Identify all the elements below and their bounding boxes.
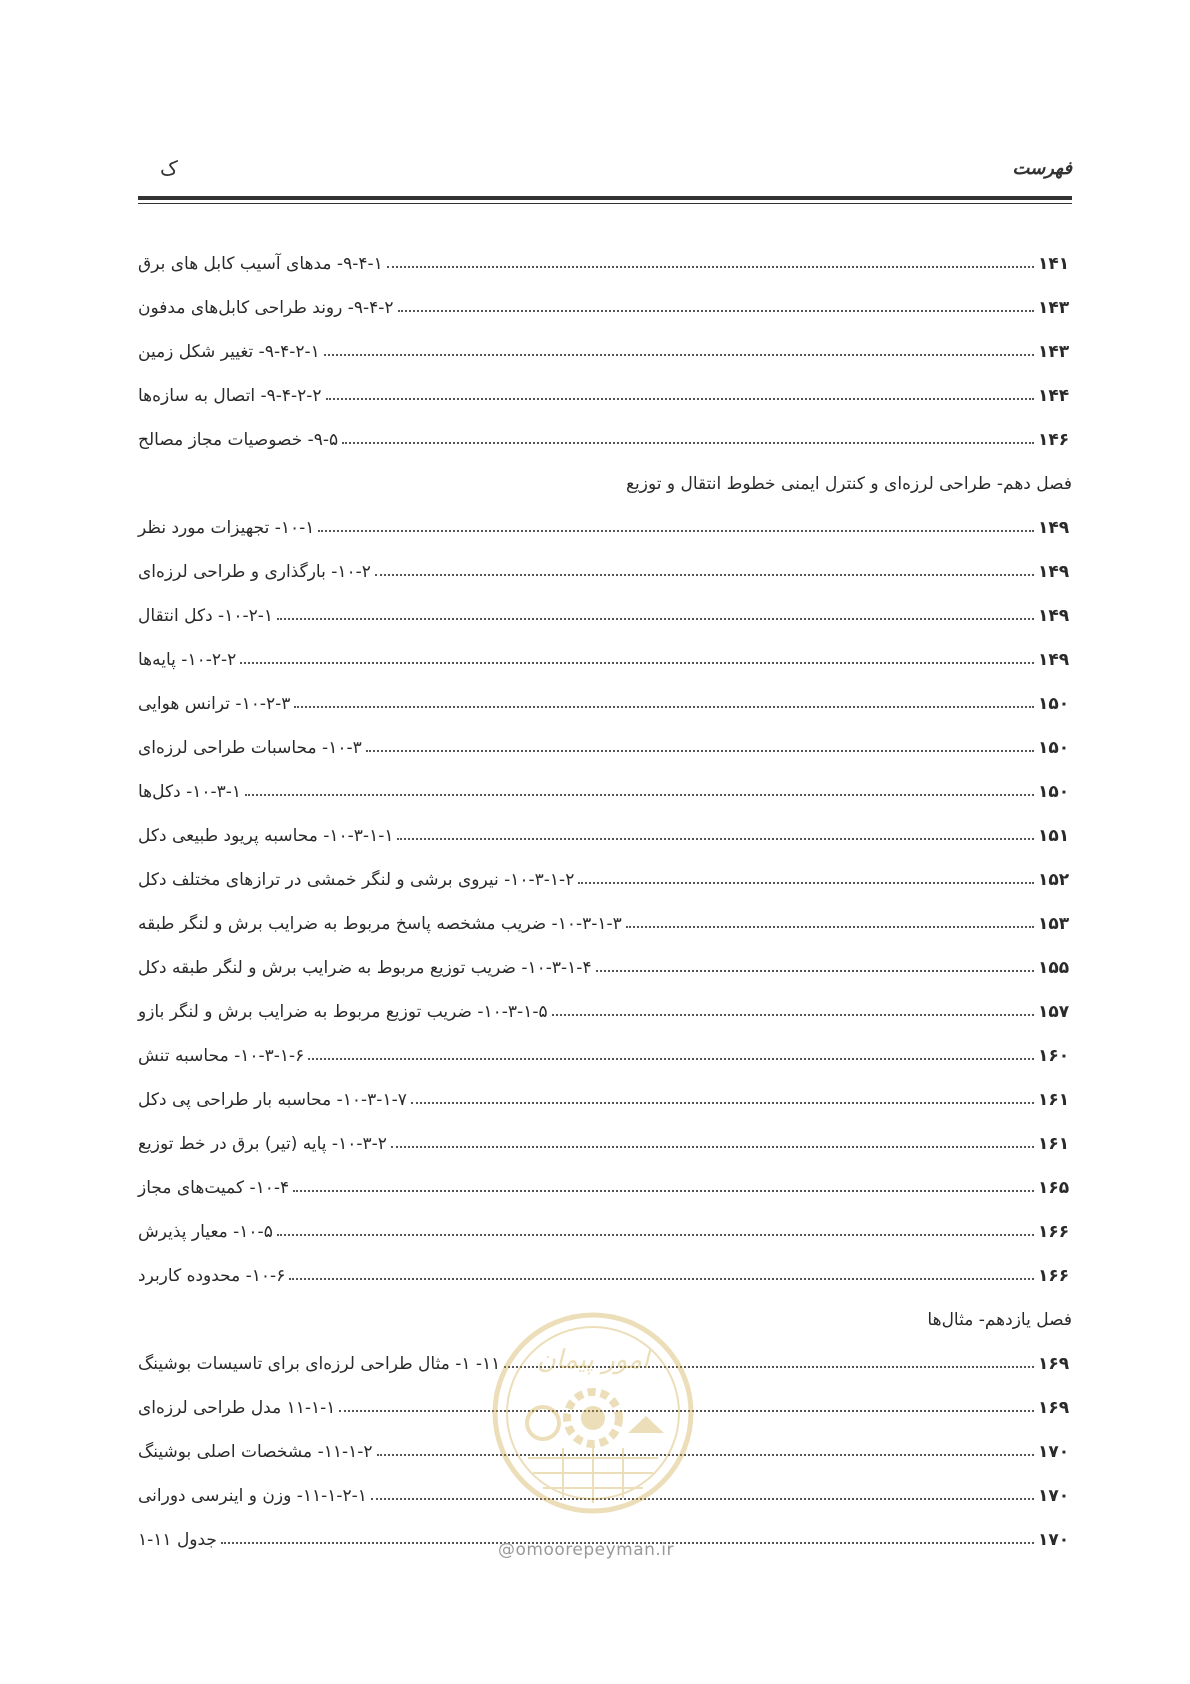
toc-entry[interactable]: [138, 588, 1072, 632]
toc-entry[interactable]: [138, 236, 1072, 280]
toc-entry-label: ۱۰-۲-۲- پایه‌ها: [138, 650, 237, 670]
toc-entry[interactable]: [138, 764, 1072, 808]
header-title: فهرست: [1012, 158, 1072, 179]
toc-entry[interactable]: [138, 676, 1072, 720]
toc-page-number: ۱۶۱: [1038, 1090, 1070, 1110]
toc-dot-leader: [326, 398, 1034, 400]
toc-entry[interactable]: [138, 1116, 1072, 1160]
toc-entry[interactable]: [138, 412, 1072, 456]
toc-page-number: ۱۵۱: [1038, 826, 1070, 846]
toc-dot-leader: [308, 1058, 1034, 1060]
toc-page-number: ۱۵۰: [1038, 782, 1070, 802]
toc-entry-label: ۱۰-۶- محدوده کاربرد: [138, 1266, 286, 1286]
toc-dot-leader: [294, 706, 1034, 708]
toc-chapter-heading: [138, 456, 1072, 500]
toc-entry[interactable]: [138, 896, 1072, 940]
toc-page-number: ۱۷۰: [1038, 1442, 1070, 1462]
toc-entry-label: جدول ۱۱-۱: [138, 1530, 217, 1550]
toc-dot-leader: [387, 266, 1034, 268]
toc-page-number: ۱۶۶: [1038, 1266, 1070, 1286]
toc-dot-leader: [240, 662, 1034, 664]
toc-entry[interactable]: [138, 940, 1072, 984]
toc-page-number: ۱۵۰: [1038, 694, 1070, 714]
toc-page-number: ۱۴۳: [1038, 298, 1070, 318]
toc-entry-label: ۱۰-۳-۱-۱- محاسبه پریود طبیعی دکل: [138, 826, 394, 846]
header-rule-thin: [138, 203, 1072, 204]
toc-dot-leader: [318, 530, 1034, 532]
toc-entry-label: ۱۰-۳-۱-۵- ضریب توزیع مربوط به ضرایب برش و لنگر بازو: [138, 1002, 548, 1022]
toc-page-number: ۱۵۵: [1038, 958, 1070, 978]
toc-page-number: ۱۶۰: [1038, 1046, 1070, 1066]
toc-dot-leader: [377, 1454, 1034, 1456]
toc-entry-label: ۱۰-۳-۱-۴- ضریب توزیع مربوط به ضرایب برش و لنگر طبقه دکل: [138, 958, 592, 978]
toc-entry-label: ۹-۴-۲- روند طراحی کابل‌های مدفون: [138, 298, 394, 318]
toc-entry[interactable]: [138, 1204, 1072, 1248]
toc-entry[interactable]: [138, 1072, 1072, 1116]
toc-entry[interactable]: [138, 280, 1072, 324]
toc-page-number: ۱۴۹: [1038, 562, 1070, 582]
toc-dot-leader: [277, 1234, 1034, 1236]
toc-page-number: ۱۶۹: [1038, 1398, 1070, 1418]
toc-entry-label: ۱۰-۲-۱- دکل انتقال: [138, 606, 273, 626]
toc-chapter-label: فصل یازدهم- مثال‌ها: [927, 1310, 1072, 1330]
toc-entry-label: ۱۰-۳-۱-۷- محاسبه بار طراحی پی دکل: [138, 1090, 407, 1110]
toc-dot-leader: [277, 618, 1034, 620]
toc-entry-label: ۱۰-۲- بارگذاری و طراحی لرزه‌ای: [138, 562, 371, 582]
toc-entry-label: ۱۱-۱-۱ مدل طراحی لرزه‌ای: [138, 1398, 336, 1418]
toc-entry[interactable]: [138, 1028, 1072, 1072]
toc-chapter-label: فصل دهم- طراحی لرزه‌ای و کنترل ایمنی خطوط انتقال و توزیع: [625, 474, 1072, 494]
toc-page-number: ۱۶۵: [1038, 1178, 1070, 1198]
toc-page-number: ۱۵۲: [1038, 870, 1070, 890]
toc-entry-label: ۹-۴-۱- مدهای آسیب کابل های برق: [138, 254, 383, 274]
toc-page-number: ۱۷۰: [1038, 1530, 1070, 1550]
toc-entry[interactable]: [138, 1248, 1072, 1292]
toc-page-number: ۱۴۹: [1038, 606, 1070, 626]
toc-dot-leader: [391, 1146, 1034, 1148]
toc-dot-leader: [366, 750, 1034, 752]
toc-entry-label: ۹-۴-۲-۱- تغییر شکل زمین: [138, 342, 320, 362]
toc-dot-leader: [289, 1278, 1034, 1280]
toc-dot-leader: [578, 882, 1034, 884]
toc-page-number: ۱۴۳: [1038, 342, 1070, 362]
toc-dot-leader: [552, 1014, 1034, 1016]
toc-entry-label: ۱۰-۳-۱-۲- نیروی برشی و لنگر خمشی در ترازهای مختلف دکل: [138, 870, 575, 890]
toc-page-number: ۱۴۱: [1038, 254, 1070, 274]
toc-page-number: ۱۵۰: [1038, 738, 1070, 758]
toc-entry[interactable]: [138, 984, 1072, 1028]
toc-dot-leader: [375, 574, 1034, 576]
toc-dot-leader: [398, 310, 1034, 312]
toc-dot-leader: [342, 442, 1034, 444]
toc-page-number: ۱۶۶: [1038, 1222, 1070, 1242]
toc-entry[interactable]: [138, 632, 1072, 676]
watermark-url: @omoorepeyman.ir: [498, 1540, 675, 1560]
toc-page-number: ۱۴۹: [1038, 650, 1070, 670]
toc-entry[interactable]: [138, 720, 1072, 764]
toc-entry[interactable]: [138, 852, 1072, 896]
toc-entry-label: ۱۰-۳- محاسبات طراحی لرزه‌ای: [138, 738, 362, 758]
toc-entry[interactable]: [138, 808, 1072, 852]
toc-entry-label: ۱۱-۱-۲-۱- وزن و اینرسی دورانی: [138, 1486, 367, 1506]
toc-entry-label: ۱۰-۳-۱-۳- ضریب مشخصه پاسخ مربوط به ضرایب برش و لنگر طبقه: [138, 914, 622, 934]
toc-entry[interactable]: [138, 500, 1072, 544]
toc-dot-leader: [626, 926, 1034, 928]
toc-page-number: ۱۶۹: [1038, 1354, 1070, 1374]
toc-entry-label: ۱۰-۴- کمیت‌های مجاز: [138, 1178, 290, 1198]
toc-entry-label: ۱۰-۵- معیار پذیرش: [138, 1222, 273, 1242]
toc-page-number: ۱۴۹: [1038, 518, 1070, 538]
toc-entry[interactable]: [138, 324, 1072, 368]
toc-page-number: ۱۶۱: [1038, 1134, 1070, 1154]
toc-entry-label: ۱۰-۳-۱-۶- محاسبه تنش: [138, 1046, 305, 1066]
header-rule-thick: [138, 196, 1072, 200]
toc-page-number: ۱۴۴: [1038, 386, 1070, 406]
toc-entry[interactable]: [138, 368, 1072, 412]
page-header: [138, 152, 1072, 192]
toc-dot-leader: [293, 1190, 1034, 1192]
toc-entry-label: ۱۰-۳-۱- دکل‌ها: [138, 782, 242, 802]
toc-entry[interactable]: [138, 1160, 1072, 1204]
toc-dot-leader: [397, 838, 1034, 840]
toc-dot-leader: [596, 970, 1034, 972]
toc-page-number: ۱۵۷: [1038, 1002, 1070, 1022]
toc-dot-leader: [411, 1102, 1034, 1104]
toc-entry-label: ۱۰-۱- تجهیزات مورد نظر: [138, 518, 315, 538]
toc-dot-leader: [371, 1498, 1034, 1500]
toc-page-number: ۱۴۶: [1038, 430, 1070, 450]
toc-dot-leader: [245, 794, 1034, 796]
toc-entry[interactable]: [138, 544, 1072, 588]
watermark-logo-text: امور پیمان: [536, 1345, 650, 1375]
watermark-logo-icon: [488, 1308, 698, 1518]
toc-dot-leader: [324, 354, 1034, 356]
toc-page-number: ۱۷۰: [1038, 1486, 1070, 1506]
toc-entry-label: ۱۰-۳-۲- پایه (تیر) برق در خط توزیع: [138, 1134, 387, 1154]
toc-entry-label: ۹-۵- خصوصیات مجاز مصالح: [138, 430, 339, 450]
toc-entry-label: ۱۰-۲-۳- ترانس هوایی: [138, 694, 291, 714]
toc-entry-label: ۱۱-۱-۲- مشخصات اصلی بوشینگ: [138, 1442, 373, 1462]
toc-page-number: ۱۵۳: [1038, 914, 1070, 934]
header-page-number: ک: [160, 156, 178, 180]
toc-entry-label: ۹-۴-۲-۲- اتصال به سازه‌ها: [138, 386, 322, 406]
toc-entry-label: ۱۱- ۱- مثال طراحی لرزه‌ای برای تاسیسات بوشینگ: [138, 1354, 501, 1374]
